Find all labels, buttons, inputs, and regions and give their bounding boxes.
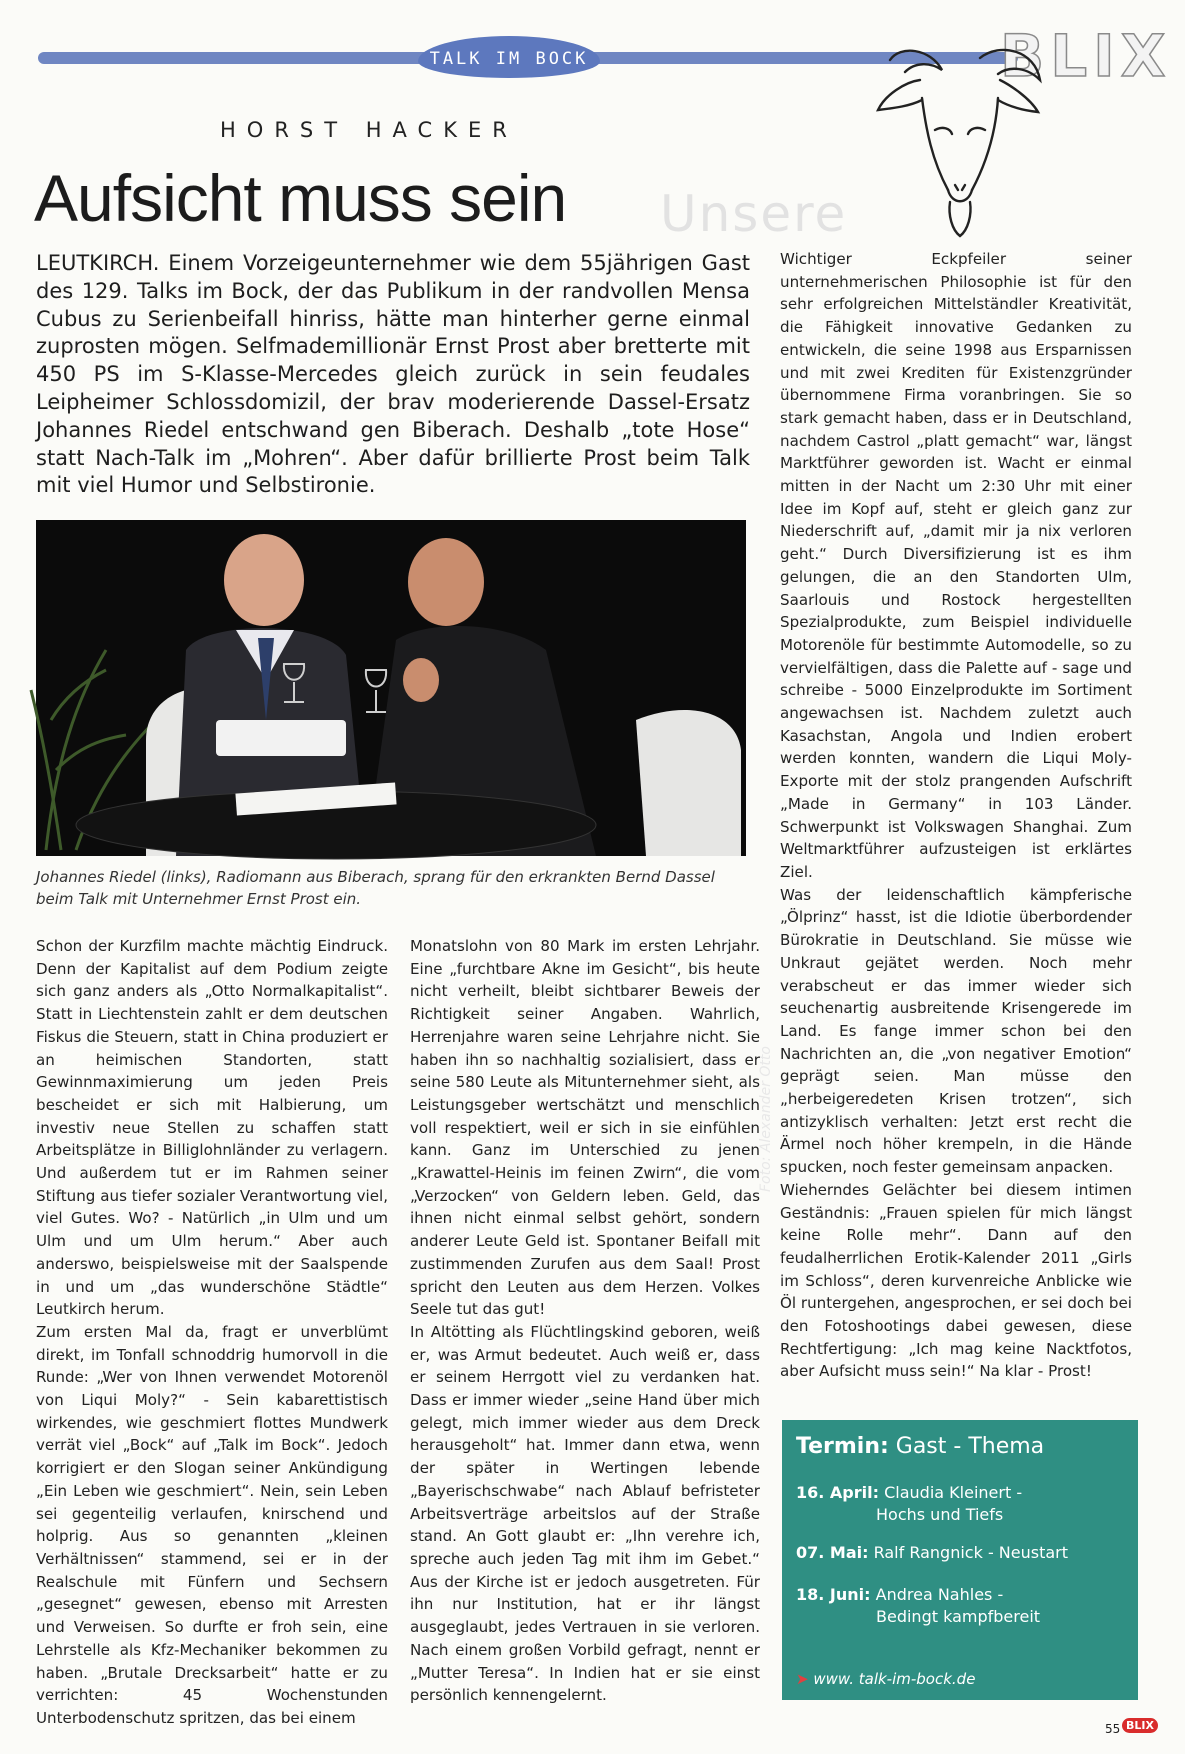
paragraph: Wichtiger Eckpfeiler seiner unternehmerischen Philosophie ist für den sehr erfolgreichen Mittelständler Kreativität, die Fähigkeit innovative Gedanken zu entwickeln, die seine 1998 aus Ersparnissen und mit zwei Krediten für Existenzgründer übernommene Firma voranbringen. Sie so stark gemacht haben, dass er in Deutschland, nachdem Castrol „platt gemacht“ war, längst Marktführer geworden ist. Wacht er einmal mitten in der Nacht um 2:30 Uhr mit einer Idee im Kopf auf, steht er gleich ganz zur Niederschrift auf, „damit mir ja nix verloren geht.“ Durch Diversifizierung ist es ihm gelungen, die an den Standorten Ulm, Saarlouis und Rostock hergestellten Spezialprodukte, zum Beispiel individuelle Motorenöle für bestimmte Automodelle, so zu vervielfältigen, dass die Palette auf - sage und schreibe - 5000 Einzelprodukte im Sortiment angewachsen ist. Nachdem zuletzt auch Kasachstan, Angola und Indien erobert werden konnten, wandern die Liqui Moly-Exporte mit der stolz prangenden Aufschrift „Made in Germany“ in 103 Länder. Schwerpunkt ist Volkswagen Shanghai. Zum Weltmarktführer aufzusteigen ist erklärtes Ziel. xyxy=(780,250,1132,881)
photo-caption: Johannes Riedel (links), Radiomann aus Biberach, sprang für den erkrankten Bernd Dassel beim Talk mit Unternehmer Ernst Prost ein. xyxy=(36,868,715,908)
event-date: 07. Mai: xyxy=(796,1543,869,1562)
paragraph: In Altötting als Flüchtlingskind geboren, weiß er, was Armut bedeutet. Auch weiß er, dass er seinem Herrgott viel zu verdanken hat. Dass er immer wieder „seine Hand über mich gelegt, mich immer wieder aus dem Dreck herausgeholt“ hat. Immer dann etwa, wenn der später in Wertingen lebende „Bayerischschwabe“ nach Ablauf befristeter Arbeitsverträge arbeitslos auf der Straße stand. An Gott glaubt er: „Ihn verehre ich, spreche auch jeden Tag mit ihm im Gebet.“ Aus der Kirche ist er jedoch ausgetreten. Für ihn nur Institution, hat er ihr längst ausgeglaubt, jedes Vertrauen in sie verloren. Nach einem großen Vorbild gefragt, nennt er „Mutter Teresa“. In Indien hat er sie einst persönlich kennengelernt. xyxy=(410,1322,760,1705)
event-box-title-rest: Gast - Thema xyxy=(888,1434,1045,1459)
footer-brand-logo: BLIX xyxy=(1122,1718,1158,1733)
page-number: 55 xyxy=(1105,1722,1121,1736)
paragraph: Was der leidenschaftlich kämpferische „Ölprinz“ hasst, ist die Idiotie überbordender Bürokratie in Deutschland. Sie müsse wie Unkraut gejätet werden. Noch mehr verabscheut er das immer wieder sich seuchenartig ausbreitende Krisengerede im Land. Es fange immer schon bei den Nachrichten an, die „von negativer Emotion“ geprägt seien. Man müsse den „herbeigeredeten Krisen trotzen“, sich antizyklisch verhalten: Jetzt erst recht die Ärmel noch höher krempeln, in die Hände spucken, noch fester gemeinsam anpacken. xyxy=(780,885,1132,1177)
event-topic: Bedingt kampfbereit xyxy=(876,1607,1041,1626)
paragraph: Schon der Kurzfilm machte mächtig Eindruck. Denn der Kapitalist auf dem Podium zeigte sich ganz anders als „Otto Normalkapitalist“. Statt in Liechtenstein zahlt er dem deutschen Fiskus die Steuern, statt in China produziert er an heimischen Standorten, statt Gewinnmaximierung um jeden Preis bescheidet er sich mit Halbierung, um investiv neue Stellen zu schaffen statt Arbeitsplätze in Billiglohnländer zu verlagern. Und außerdem tut er im Rahmen seiner Stiftung aus tiefer sozialer Verantwortung viel, viel Gutes. Wo? - Natürlich „in Ulm und um Ulm und um Ulm herum.“ Aber auch anderswo, beispielsweise mit der Saalspende in und um „das wunderschöne Städtle“ Leutkirch herum. xyxy=(36,937,388,1319)
paragraph: Monatslohn von 80 Mark im ersten Lehrjahr. Eine „furchtbare Akne im Gesicht“, bis heute nicht verheilt, bleibt sichtbarer Beweis der Richtigkeit seiner Angaben. Wahrlich, Herrenjahre waren seine Lehrjahre nicht. Sie haben ihn so nachhaltig sozialisiert, dass er seine 580 Leute als Mitunternehmer sieht, als Leistungsgeber wertschätzt und menschlich voll respektiert, weil er sich in sie einfühlen kann. Ganz im Unterschied zu jenen „Krawattel-Heinis im feinen Zwirn“, die vom „Verzocken“ von Geldern leben. Geld, das ihnen nicht einmal selbst gehört, sondern anderer Leute Geld ist. Spontaner Beifall mit zustimmenden Zurufen aus dem Saal! Prost spricht den Leuten aus dem Herzen. Volkes Seele tut das gut! xyxy=(410,937,760,1319)
event-item xyxy=(796,1542,1068,1564)
event-topic: Hochs und Tiefs xyxy=(876,1505,1004,1524)
event-guest: Claudia Kleinert - xyxy=(884,1483,1023,1502)
event-date: 16. April: xyxy=(796,1483,880,1502)
event-url-text[interactable]: www. talk-im-bock.de xyxy=(813,1670,976,1688)
article-column-1 xyxy=(36,935,388,1730)
event-box-title-bold: Termin: xyxy=(796,1434,889,1459)
event-guest: Andrea Nahles - xyxy=(875,1585,1004,1604)
magazine-brand: BLIX xyxy=(1000,22,1172,90)
event-guest: Ralf Rangnick - Neustart xyxy=(873,1543,1069,1562)
article-column-3 xyxy=(780,248,1132,1383)
event-url-link[interactable] xyxy=(796,1670,975,1688)
author-name: HORST HACKER xyxy=(220,118,518,142)
arrow-right-icon: ➤ xyxy=(796,1670,809,1688)
event-item xyxy=(796,1584,1040,1628)
article-column-2 xyxy=(410,935,760,1707)
event-schedule-box xyxy=(782,1420,1138,1700)
section-tab: TALK IM BOCK xyxy=(418,36,600,78)
paragraph: Zum ersten Mal da, fragt er unverblümt direkt, im Tonfall schnoddrig humorvoll in die Runde: „Wer von Ihnen verwendet Motorenöl von Liqui Moly?“ - Sein kabarettistisch wirkendes, wie geschmiert flottes Mundwerk verrät viel „Bock“ auf „Talk im Bock“. Jedoch korrigiert er den Slogan seiner Ankündigung „Ein Leben wie geschmiert“. Nein, sein Leben sei gegenteilig verlaufen, knirschend und holprig. Aus so genannten „kleinen Verhältnissen“ stammend, sei er in der Realschule mit Fünfern und Sechsern „gesegnet“ gewesen, ebenso mit Arresten und Verweisen. So durfte er froh sein, eine Lehrstelle als Kfz-Mechaniker bekommen zu haben. „Brutale Drecksarbeit“ hatte er zu verrichten: 45 Wochenstunden Unterbodenschutz spritzen, das bei einem xyxy=(36,1322,388,1727)
event-item xyxy=(796,1482,1022,1526)
goat-illustration-icon xyxy=(860,40,1060,240)
right-chair xyxy=(636,710,741,856)
event-box-title xyxy=(796,1434,1044,1459)
article-headline: Aufsicht muss sein xyxy=(34,161,567,235)
article-lead: LEUTKIRCH. Einem Vorzeigeunternehmer wie dem 55jährigen Gast des 129. Talks im Bock, der das Publikum in der randvollen Mensa Cubus zu Serienbeifall hinriss, hätte man hinterher gerne einmal zuprosten mögen. Selfmademillionär Ernst Prost aber bretterte mit 450 PS im S-Klasse-Mercedes gleich zurück in sein feudales Leipheimer Schlossdomizil, der brav moderierende Dassel-Ersatz Johannes Riedel entschwand gen Biberach. Deshalb „tote Hose“ statt Nach-Talk im „Mohren“. Aber dafür brillierte Prost beim Talk mit viel Humor und Selbstironie. xyxy=(36,251,750,498)
photo-credit: Foto: Alexander Otto xyxy=(758,1046,774,1192)
ghost-background-text: Unsere xyxy=(660,185,848,243)
paragraph: Wieherndes Gelächter bei diesem intimen Geständnis: „Frauen spielen für mich längst keine Rolle mehr“. Dann auf den feudalherrlichen Erotik-Kalender 2011 „Girls im Schloss“, deren kurvenreiche Anblicke wie Öl runtergehen, angesprochen, er sei doch bei den Fotoshootings dabei gewesen, diese Rechtfertigung: „Ich mag keine Nacktfotos, aber Aufsicht muss sein!“ Na klar - Prost! xyxy=(780,1180,1132,1381)
photo-scene xyxy=(36,520,746,856)
event-date: 18. Juni: xyxy=(796,1585,871,1604)
